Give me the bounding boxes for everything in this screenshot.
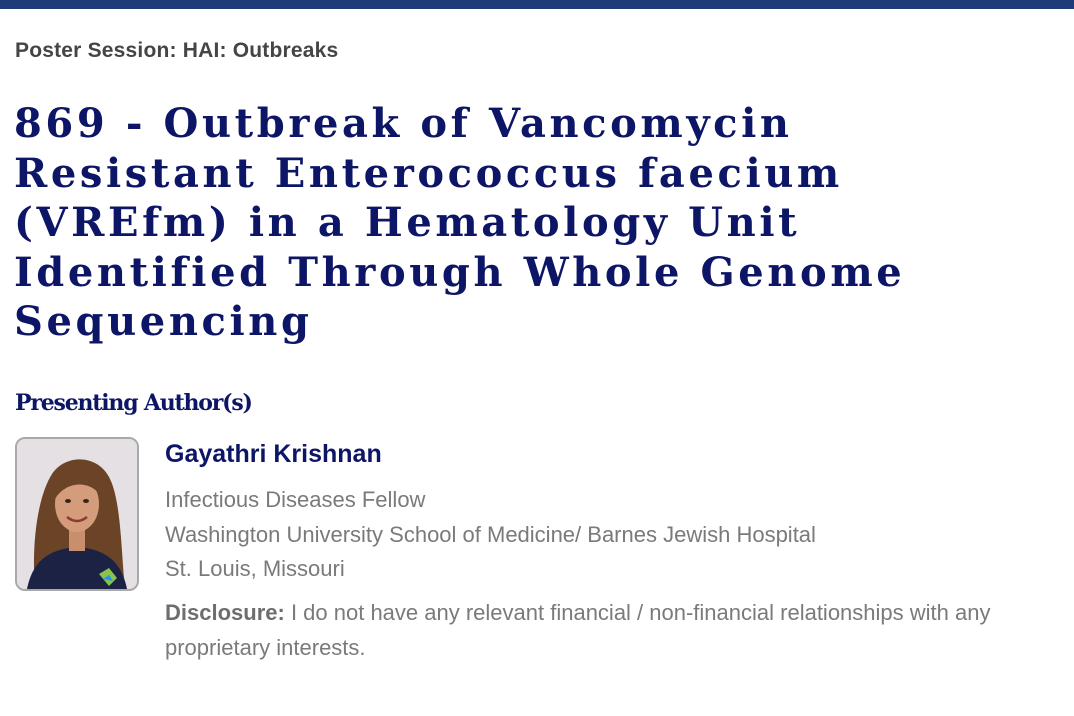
author-location: St. Louis, Missouri — [165, 556, 345, 581]
author-name[interactable]: Gayathri Krishnan — [165, 440, 382, 468]
poster-title — [14, 99, 1014, 347]
author-title: Infectious Diseases Fellow — [165, 487, 426, 512]
disclosure-text: I do not have any relevant financial / non-financial relationships with any proprietary interests. — [165, 600, 991, 660]
title-line: Sequencing — [14, 298, 313, 345]
presenting-authors-heading: Presenting Author(s) — [15, 390, 252, 416]
session-label: Poster Session: HAI: Outbreaks — [15, 39, 339, 62]
author-photo — [15, 437, 139, 591]
title-line: Resistant Enterococcus faecium — [14, 149, 843, 197]
author-portrait-icon — [17, 439, 137, 589]
title-line: (VREfm) in a Hematology Unit — [14, 199, 801, 246]
title-line: Identified Through Whole Genome — [14, 248, 906, 296]
author-institution: Washington University School of Medicine/ Barnes Jewish Hospital — [165, 522, 816, 547]
disclosure-label: Disclosure: — [165, 600, 285, 625]
disclosure — [165, 595, 1070, 665]
title-line: 869 - Outbreak of Vancomycin — [14, 100, 793, 147]
top-banner-bar — [0, 0, 1074, 9]
